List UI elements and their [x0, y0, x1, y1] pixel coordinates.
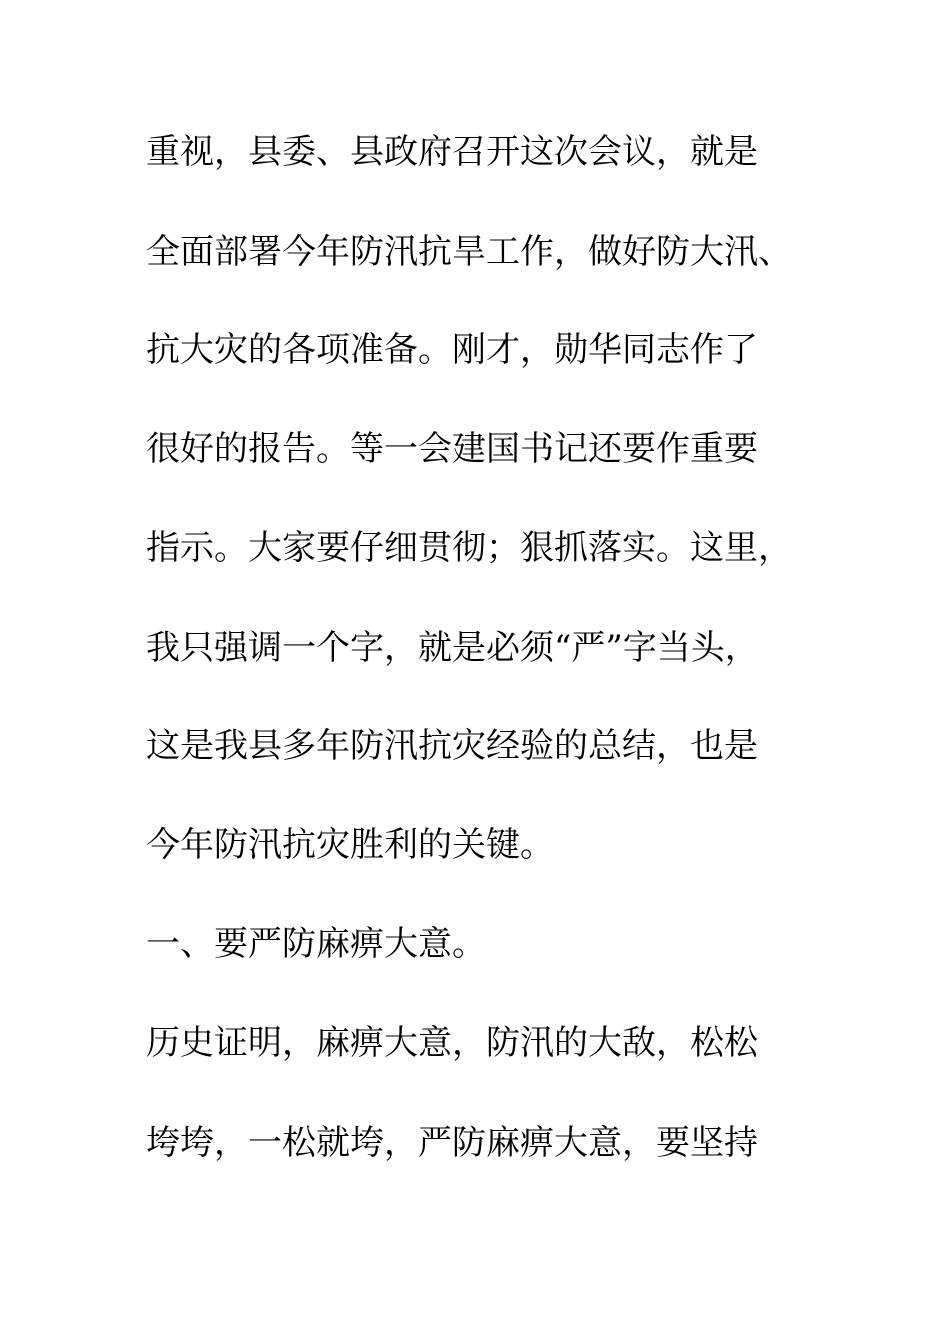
text-line: 垮垮，一松就垮，严防麻痹大意，要坚持	[146, 1123, 758, 1163]
text-line: 指示。大家要仔细贯彻；狠抓落实。这里，	[146, 528, 792, 568]
text-line: 抗大灾的各项准备。刚才，勋华同志作了	[146, 330, 758, 370]
text-line: 重视，县委、县政府召开这次会议，就是	[146, 132, 758, 172]
text-line: 我只强调一个字，就是必须“严”字当头，	[146, 628, 759, 668]
text-line: 今年防汛抗灾胜利的关键。	[146, 825, 554, 865]
text-line: 很好的报告。等一会建国书记还要作重要	[146, 429, 758, 469]
text-line: 这是我县多年防汛抗灾经验的总结，也是	[146, 726, 758, 766]
text-line: 历史证明，麻痹大意，防汛的大敌，松松	[146, 1023, 758, 1063]
section-heading: 一、要严防麻痹大意。	[146, 924, 486, 964]
text-line: 全面部署今年防汛抗旱工作，做好防大汛、	[146, 232, 792, 272]
